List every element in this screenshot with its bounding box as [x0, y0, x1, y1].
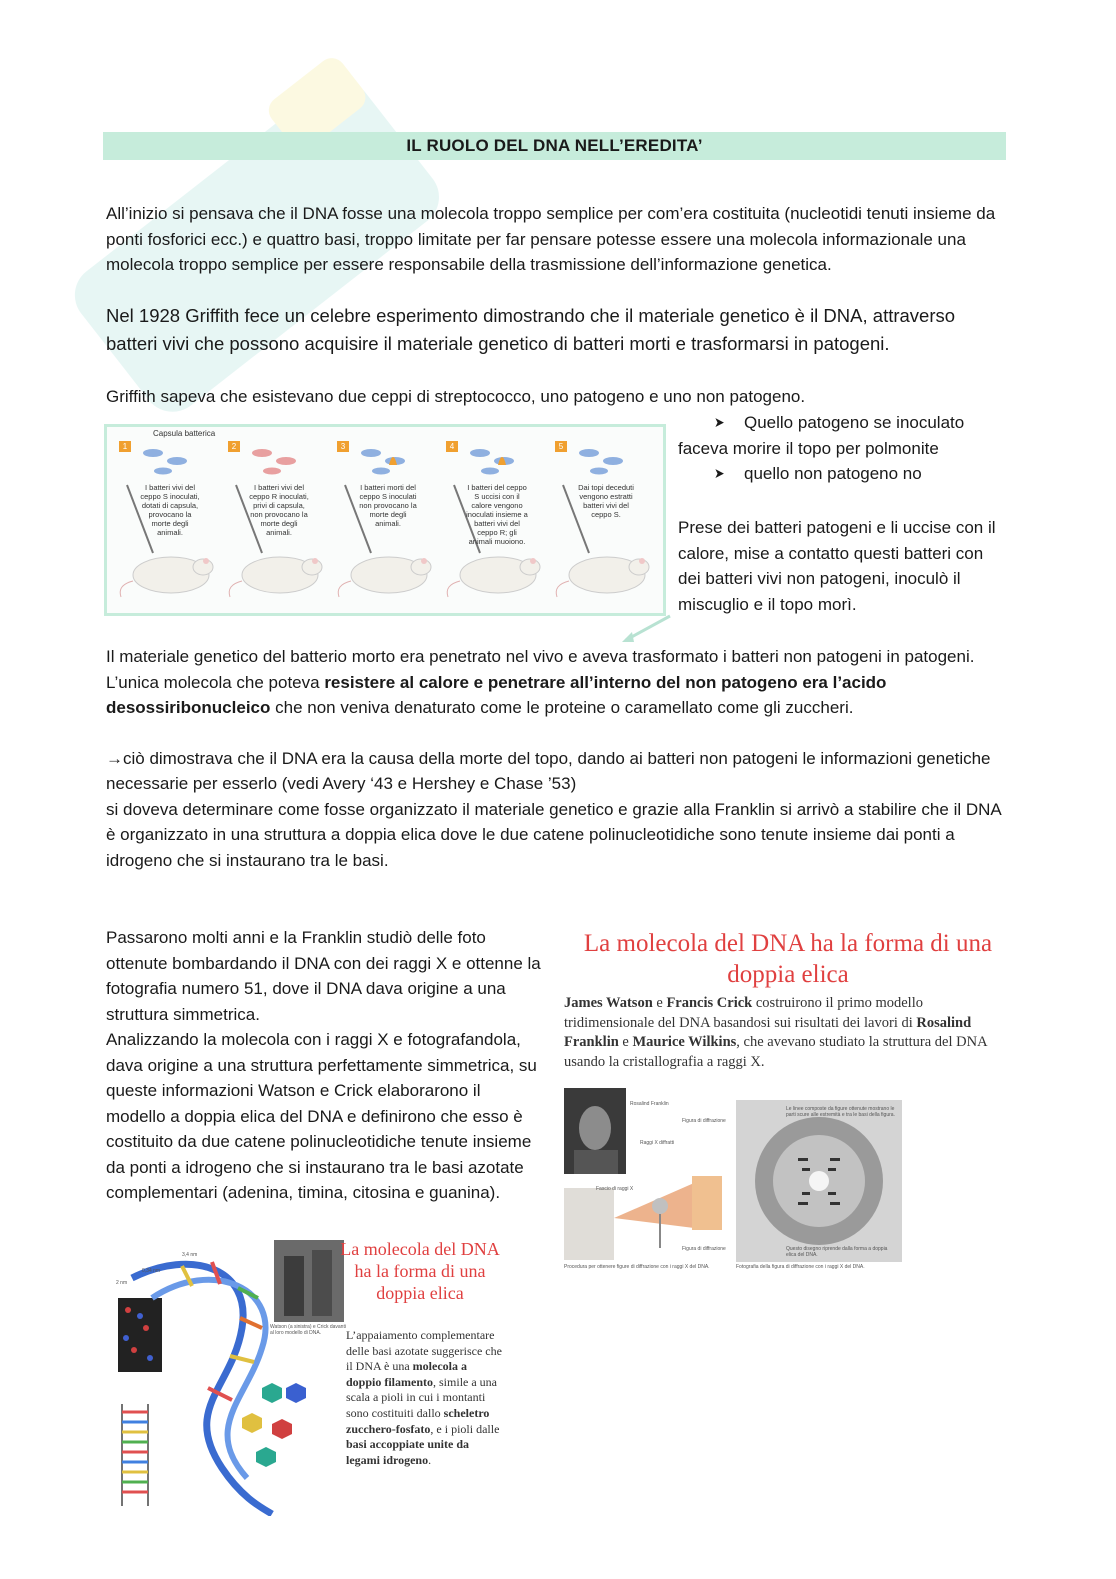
paragraph-3: Griffith sapeva che esistevano due ceppi di streptococco, uno patogeno e uno non patogeno.: [106, 387, 806, 406]
paragraph-1: All’inizio si pensava che il DNA fosse una molecola troppo semplice per com’era costituita (nucleotidi tenuti insieme da ponti fosforici ecc.) e quattro basi, troppo limitate per far pensare potesse essere una molecola informazionale una molecola troppo semplice per essere responsabile della trasmissione dell’informazione genetica.: [106, 204, 996, 274]
bullet-arrow-icon: ➤: [714, 414, 725, 430]
caption-photo: Fotografia della figura di diffrazione con i raggi X del DNA.: [736, 1264, 865, 1270]
capsule-label: Capsula batterica: [153, 429, 216, 438]
panel-caption: I batteri vivi del ceppo S inoculati, dotati di capsula, provocano la morte degli animali.: [140, 483, 200, 537]
panel-number: 2: [228, 441, 240, 452]
paragraph-5: L’unica molecola che poteva resistere al calore e penetrare all’interno del non patogeno era l’acido desossiribonucleico che non veniva denaturato come le proteine o caramellato come gli zuccheri.: [106, 672, 887, 717]
griffith-paragraph: [106, 302, 1006, 357]
label-xray-beam: Fascio di raggi X: [596, 1186, 634, 1192]
bullet-item-1-continued: faceva morire il topo per polmonite: [678, 438, 939, 458]
label-franklin: Rosalind Franklin: [630, 1101, 669, 1107]
franklin-paragraph: Passarono molti anni e la Franklin studiò delle foto ottenute bombardando il DNA con dei raggi X e ottenne la fotografia numero 51, dove il DNA dava origine a una struttura simmetrica. Analizzando la molecola con i raggi X e fotografandola, dava origine a una struttura perfettamente simmetrica, su queste informazioni Watson e Crick elaborarono il modello a doppia elica del DNA e definirono che esso è costituito da due catene polinucleotidiche tenute insieme da ponti a idrogeno che si instaurano tra le basi azotate complementari (adenina, timina, citosina e guanina).: [106, 928, 541, 1202]
photo-note-top: Le linee composte da figure ottenute mostrano le parti scure alle estremità e tra le basi della figura.: [786, 1106, 895, 1118]
label-diffraction: Figura di diffrazione: [682, 1118, 726, 1124]
panel-number: 1: [119, 441, 131, 452]
caption-procedure: Procedura per ottenere figure di diffrazione con i raggi X del DNA.: [564, 1264, 710, 1270]
panel-number: 4: [446, 441, 458, 452]
bullet-item-1: ➤ Quello patogeno se inoculato: [678, 410, 1008, 436]
xray-procedure-illustration: [564, 1088, 724, 1260]
griffith-panel: [222, 435, 330, 603]
griffith-panel: [113, 435, 221, 603]
watson-crick-figure: [560, 928, 1016, 1273]
photo-note-bottom: Questo disegno riprende dalla forma a doppia elica del DNA.: [786, 1246, 888, 1258]
double-helix-figure: [112, 1238, 512, 1516]
watson-figure-title: La molecola del DNA ha la forma di una doppia elica: [583, 930, 993, 988]
photo-51-diffraction-image: [736, 1100, 902, 1262]
helix-label-pitch: 3,4 nm: [182, 1252, 198, 1258]
watson-figure-text: James Watson e Francis Crick costruirono il primo modello tridimensionale del DNA basandosi sui risultati dei lavori di Rosalind Franklin e Maurice Wilkins, che avevano studiato la struttura del DNA usando la cristallografia a raggi X.: [564, 995, 987, 1070]
helix-figure-text: L’appaiamento complementare delle basi azotate suggerisce che il DNA è una molecola a doppio filamento, simile a una scala a pioli in cui i montanti sono costituiti dallo scheletro zucchero-fosfato, e i pioli dalle basi accoppiate unite da legami idrogeno.: [346, 1328, 502, 1467]
bullet-list: [678, 410, 1008, 487]
right-arrow-icon: →: [106, 748, 123, 768]
panel-caption: Dai topi deceduti vengono estratti batteri vivi del ceppo S.: [578, 483, 634, 519]
paragraph-2: Nel 1928 Griffith fece un celebre esperimento dimostrando che il materiale genetico è il DNA, attraverso batteri vivi che possono acquisire il materiale genetico di batteri morti e trasformarsi in patogeni.: [106, 305, 956, 354]
griffith-experiment-figure: [104, 424, 666, 616]
helix-figure-title: La molecola del DNA ha la forma di una doppia elica: [340, 1239, 500, 1303]
label-diffracted-xrays: Raggi X diffratti: [640, 1140, 675, 1146]
helix-label-width: 2 nm: [116, 1280, 128, 1286]
panel-caption: I batteri del ceppo S uccisi con il calore vengono inoculati insieme a batteri vivi del ceppo R; gli animali muoiono.: [466, 483, 528, 546]
helix-label-spacing: 0,34 nm: [142, 1268, 161, 1274]
paragraph-7: si doveva determinare come fosse organizzato il materiale genetico e grazie alla Franklin si arrivò a stabilire che il DNA è organizzato in una struttura a doppia elica dove le due catene polinucleotidiche sono tenute insieme dai ponti a idrogeno che si instaurano tra le basi.: [106, 799, 1001, 870]
bullet-item-2: ➤ quello non patogeno no: [678, 461, 1008, 487]
side-paragraph: Prese dei batteri patogeni e li uccise con il calore, mise a contatto questi batteri con dei batteri vivi non patogeni, inoculò il miscuglio e il topo morì.: [678, 518, 996, 614]
intro-paragraph: [106, 201, 1006, 278]
panel-number: 3: [337, 441, 349, 452]
panel-number: 5: [555, 441, 567, 452]
griffith-panel: [549, 435, 657, 603]
photo-caption: Watson (a sinistra) e Crick davanti al loro modello di DNA.: [270, 1324, 346, 1336]
strains-paragraph: [106, 384, 1006, 410]
paragraph-6: →ciò dimostrava che il DNA era la causa della morte del topo, dando ai batteri non patogeni le informazioni genetiche necessarie per esserlo (vedi Avery ‘43 e Hershey e Chase ’53): [106, 748, 991, 793]
page-title: IL RUOLO DEL DNA NELL’EREDITA’: [103, 132, 1006, 160]
griffith-panel: [440, 435, 548, 603]
pointer-arrow-icon: [618, 610, 678, 646]
label-diffraction-figure: Figura di diffrazione: [682, 1246, 726, 1252]
panel-caption: I batteri vivi del ceppo R inoculati, privi di capsula, non provocano la morte degli animali.: [249, 483, 309, 537]
panel-caption: I batteri morti del ceppo S inoculati non provocano la morte degli animali.: [359, 483, 417, 528]
bullet-arrow-icon: ➤: [714, 465, 725, 481]
griffith-panel: [331, 435, 439, 603]
conclusion-paragraph: Il materiale genetico del batterio morto era penetrato nel vivo e aveva trasformato i batteri non patogeni in patogeni. L’unica molecola che poteva resistere al calore e penetrare all’interno del non patogeno era l’acido desossiribonucleico che non veniva denaturato come le proteine o caramellato come gli zuccheri. →ciò dimostrava che il DNA era la causa della morte del topo, dando ai batteri non patogeni le informazioni genetiche necessarie per esserlo (vedi Avery ‘43 e Hershey e Chase ’53) si doveva determinare come fosse organizzato il materiale genetico e grazie alla Franklin si arrivò a stabilire che il DNA è organizzato in una struttura a doppia elica dove le due catene polinucleotidiche sono tenute insieme dai ponti a idrogeno che si instaurano tra le basi.: [106, 644, 1006, 873]
mouse-illustration: [549, 435, 657, 603]
